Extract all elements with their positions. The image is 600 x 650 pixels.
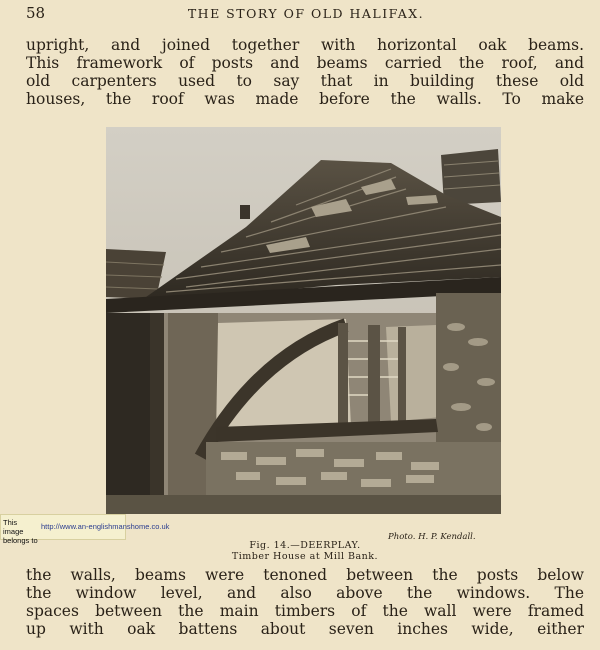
paragraph-top (26, 36, 584, 108)
text-line: This framework of posts and beams carried the roof, and (26, 54, 584, 72)
figure-caption (150, 540, 460, 562)
page-header (26, 4, 586, 24)
text-line: old carpenters used to say that in building these old (26, 72, 584, 90)
timber-house-photo (106, 127, 501, 514)
text-line: the window level, and also above the windows. The (26, 584, 584, 602)
page-number: 58 (26, 4, 46, 22)
text-line: houses, the roof was made before the walls. To make (26, 90, 584, 108)
running-title: THE STORY OF OLD HALIFAX. (187, 6, 425, 21)
text-line: up with oak battens about seven inches wide, either (26, 620, 584, 638)
text-line: the walls, beams were tenoned between the posts below (26, 566, 584, 584)
watermark-label: This image belongs to (3, 518, 38, 545)
photo-credit: Photo. H. P. Kendall. (388, 532, 476, 542)
caption-line: Timber House at Mill Bank. (231, 551, 379, 562)
text-line: spaces between the main timbers of the wall were framed (26, 602, 584, 620)
text-line: upright, and joined together with horizontal oak beams. (26, 36, 584, 54)
caption-line: Fig. 14.—DEERPLAY. (249, 540, 361, 551)
paragraph-bottom (26, 566, 584, 638)
watermark (0, 514, 170, 545)
watermark-url: http://www.an-englishmanshome.co.uk (41, 522, 170, 531)
